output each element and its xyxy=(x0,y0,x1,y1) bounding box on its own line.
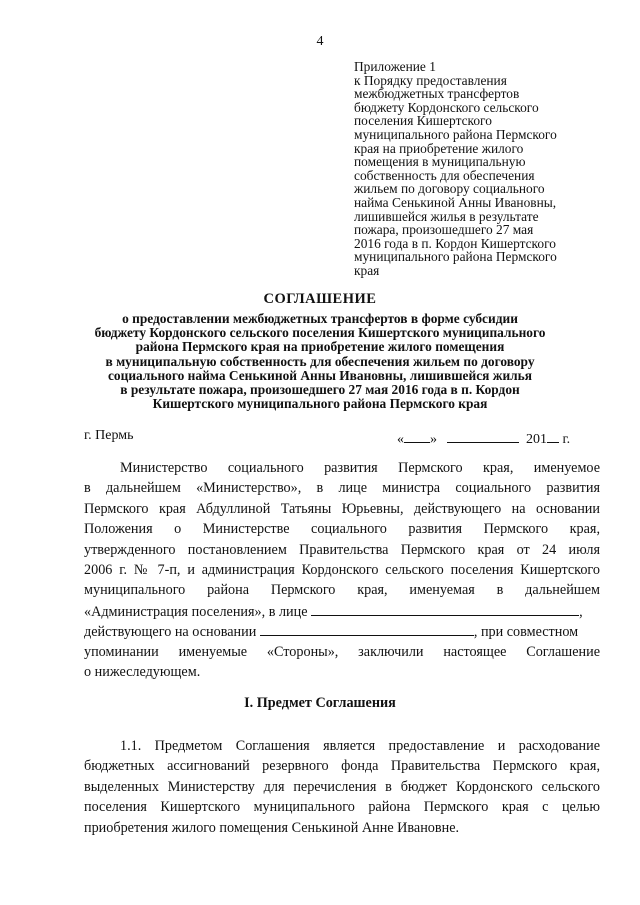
appendix-line: собственность для обеспечения xyxy=(354,167,535,183)
subtitle-line: о предоставлении межбюджетных трансфертов в форме субсидии xyxy=(122,311,518,326)
clause-line: поселения Кишертского муниципального района Пермского края с целью xyxy=(84,799,600,816)
year-blank xyxy=(547,428,559,443)
preamble-line: упоминании именуемые «Стороны», заключили настоящее Соглашение xyxy=(84,643,600,660)
preamble-line: в дальнейшем «Министерство», в лице министра социального развития xyxy=(84,480,600,497)
subtitle-line: в результате пожара, произошедшего 27 мая 2016 года в п. Кордон xyxy=(120,382,520,398)
document-subtitle xyxy=(60,312,580,411)
page-number: 4 xyxy=(316,34,324,49)
document-title: СОГЛАШЕНИЕ xyxy=(263,291,377,307)
signatory-blank xyxy=(311,601,579,616)
appendix-line: бюджету Кордонского сельского xyxy=(354,99,539,115)
day-blank xyxy=(404,428,430,443)
basis-tail: , при совместном xyxy=(473,624,579,641)
preamble-line: о нижеследующем. xyxy=(84,663,201,680)
basis-label: действующего на основании xyxy=(84,624,260,641)
year-suffix: г. xyxy=(559,432,571,447)
subtitle-line: Кишертского муниципального района Пермского края xyxy=(152,396,488,412)
clause-line: выделенных Министерству для перечисления в бюджет Кордонского сельского xyxy=(84,778,600,795)
signatory-comma: , xyxy=(579,603,583,620)
month-blank xyxy=(447,428,519,443)
appendix-line: 2016 года в п. Кордон Кишертского xyxy=(354,235,556,251)
preamble-paragraph xyxy=(84,458,600,682)
clause-line: 1.1. Предметом Соглашения является предоставление и расходование xyxy=(120,738,600,754)
appendix-block xyxy=(354,60,584,278)
appendix-line: найма Сенькиной Анны Ивановны, xyxy=(354,194,557,210)
clause-line: бюджетных ассигнований резервного фонда Правительства Пермского края, xyxy=(84,758,600,775)
appendix-line: края на приобретение жилого xyxy=(354,140,524,156)
appendix-line: к Порядку предоставления xyxy=(354,72,507,88)
signatory-label: «Администрация поселения», в лице xyxy=(84,603,312,620)
place-of-signing: г. Пермь xyxy=(84,428,134,443)
clause-line: приобретения жилого помещения Сенькиной Анне Ивановне. xyxy=(84,819,460,836)
section-heading: I. Предмет Соглашения xyxy=(244,695,396,711)
subtitle-line: бюджету Кордонского сельского поселения Кишертского муниципального xyxy=(94,325,546,341)
appendix-line: пожара, произошедшего 27 мая xyxy=(354,222,534,238)
appendix-line: муниципального района Пермского xyxy=(354,126,557,142)
date-line xyxy=(397,428,570,448)
date-open-quote: « xyxy=(397,432,404,447)
appendix-line: края xyxy=(354,262,380,278)
year-prefix: 201 xyxy=(526,432,547,447)
appendix-line: помещения в муниципальную xyxy=(354,154,526,170)
appendix-line: муниципального района Пермского xyxy=(354,249,557,265)
basis-blank xyxy=(260,621,474,636)
subtitle-line: района Пермского края на приобретение жилого помещения xyxy=(135,339,505,355)
appendix-line: поселения Кишертского xyxy=(354,113,492,129)
appendix-line: Приложение 1 xyxy=(354,59,436,74)
appendix-line: лишившейся жилья в результате xyxy=(354,208,539,224)
preamble-line: муниципального района Пермского края, именуемая в дальнейшем xyxy=(84,582,600,599)
date-close-quote: » xyxy=(430,432,437,447)
appendix-line: межбюджетных трансфертов xyxy=(354,86,520,102)
preamble-line: Министерство социального развития Пермского края, именуемое xyxy=(120,460,600,476)
clause-1-1 xyxy=(84,736,600,838)
preamble-line: 2006 г. № 7-п, и администрация Кордонского сельского поселения Кишертского xyxy=(84,561,600,578)
appendix-line: жильем по договору социального xyxy=(354,181,545,197)
subtitle-line: в муниципальную собственность для обеспечения жильем по договору xyxy=(105,353,535,369)
preamble-line: Пермского края Абдуллиной Татьяны Юрьевны, действующего на основании xyxy=(84,500,600,517)
subtitle-line: социального найма Сенькиной Анны Ивановны, лишившейся жилья xyxy=(107,367,532,383)
preamble-line-signatory xyxy=(84,601,600,621)
preamble-line: Положения о Министерстве социального развития Пермского края, xyxy=(84,521,600,538)
preamble-line-basis xyxy=(84,621,600,641)
preamble-line: утвержденного постановлением Правительства Пермского края от 24 июля xyxy=(84,541,600,558)
